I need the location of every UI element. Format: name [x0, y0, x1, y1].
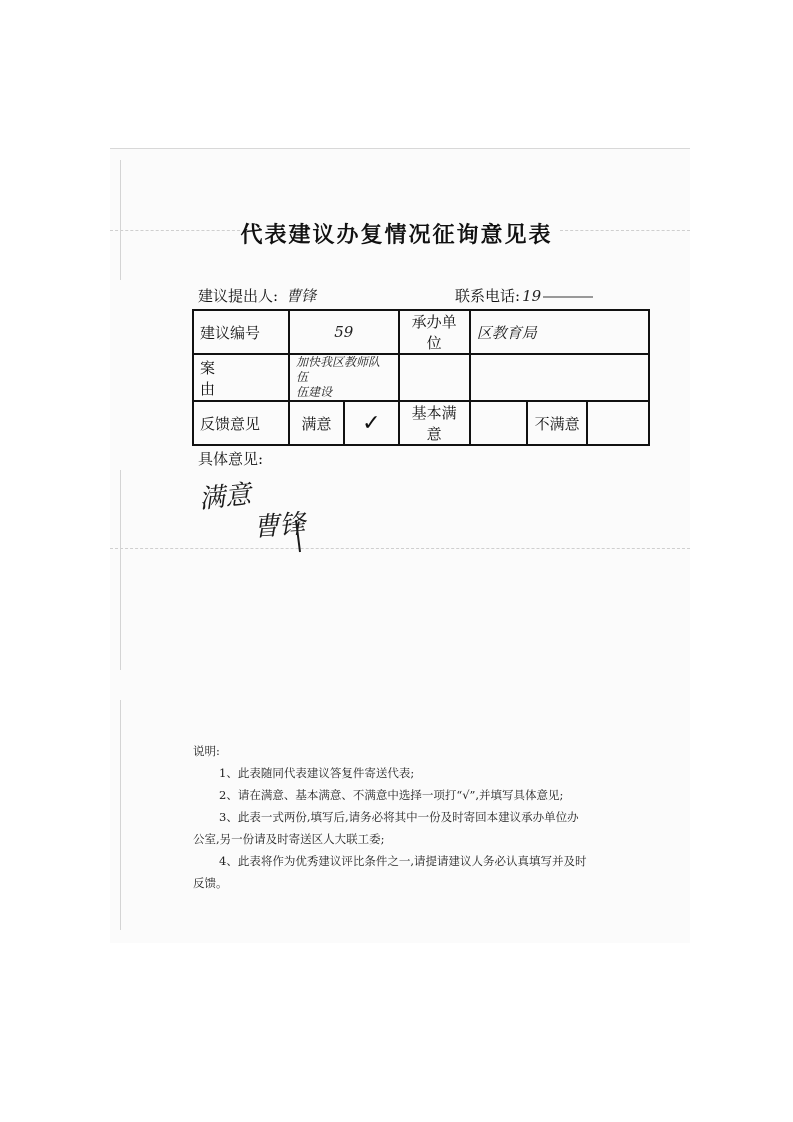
number-label: 建议编号 [193, 310, 289, 354]
reason-line: 加快我区教师队伍 [296, 355, 381, 384]
empty-cell [470, 354, 649, 401]
scan-margin [120, 470, 121, 670]
document-title: 代表建议办复情况征询意见表 [240, 222, 553, 248]
empty-cell [399, 354, 470, 401]
unsatisfied-box [587, 401, 649, 445]
proposer-label: 建议提出人: [198, 287, 279, 305]
proposer-field [198, 285, 316, 306]
instruction-item: 反馈。 [193, 876, 228, 890]
table-row [193, 310, 649, 354]
instruction-item: 2、请在满意、基本满意、不满意中选择一项打“√”,并填写具体意见; [219, 788, 564, 802]
phone-label: 联系电话: [455, 287, 521, 305]
instructions-heading: 说明: [193, 744, 220, 758]
unit-label: 承办单位 [399, 310, 470, 354]
instruction-item: 公室,另一份请及时寄送区人大联工委; [193, 832, 385, 846]
basic-satisfied-box [470, 401, 527, 445]
instruction-item: 4、此表将作为优秀建议评比条件之一,请提请建议人务必认真填写并及时 [219, 854, 587, 868]
instructions [193, 740, 623, 894]
table-row [193, 354, 649, 401]
phone-field [455, 285, 593, 306]
opinion-handwriting: 满意 [197, 479, 253, 515]
scan-edge [110, 148, 690, 149]
handwritten-opinion [196, 478, 326, 568]
table-row [193, 401, 649, 445]
unit-value: 区教育局 [470, 310, 649, 354]
proposal-form-table [192, 309, 650, 446]
unsatisfied-label: 不满意 [527, 401, 587, 445]
number-value: 59 [289, 310, 399, 354]
proposer-handwriting: 曹锋 [286, 287, 317, 305]
feedback-label: 反馈意见 [193, 401, 289, 445]
reason-line: 伍建设 [296, 385, 333, 399]
instruction-item: 3、此表一式两份,填写后,请务必将其中一份及时寄回本建议承办单位办 [219, 810, 579, 824]
reason-label: 案 由 [193, 354, 289, 401]
satisfied-label: 满意 [289, 401, 344, 445]
reason-value [289, 354, 399, 401]
signature-handwriting: 曹锋 [252, 509, 307, 543]
scan-margin [120, 700, 121, 930]
instruction-item: 1、此表随同代表建议答复件寄送代表; [219, 766, 415, 780]
phone-handwriting: 19 [522, 287, 542, 305]
opinion-label: 具体意见: [198, 450, 264, 468]
satisfied-checkmark: ✓ [344, 401, 399, 445]
basic-satisfied-label: 基本满意 [399, 401, 470, 445]
phone-redaction [543, 296, 593, 298]
